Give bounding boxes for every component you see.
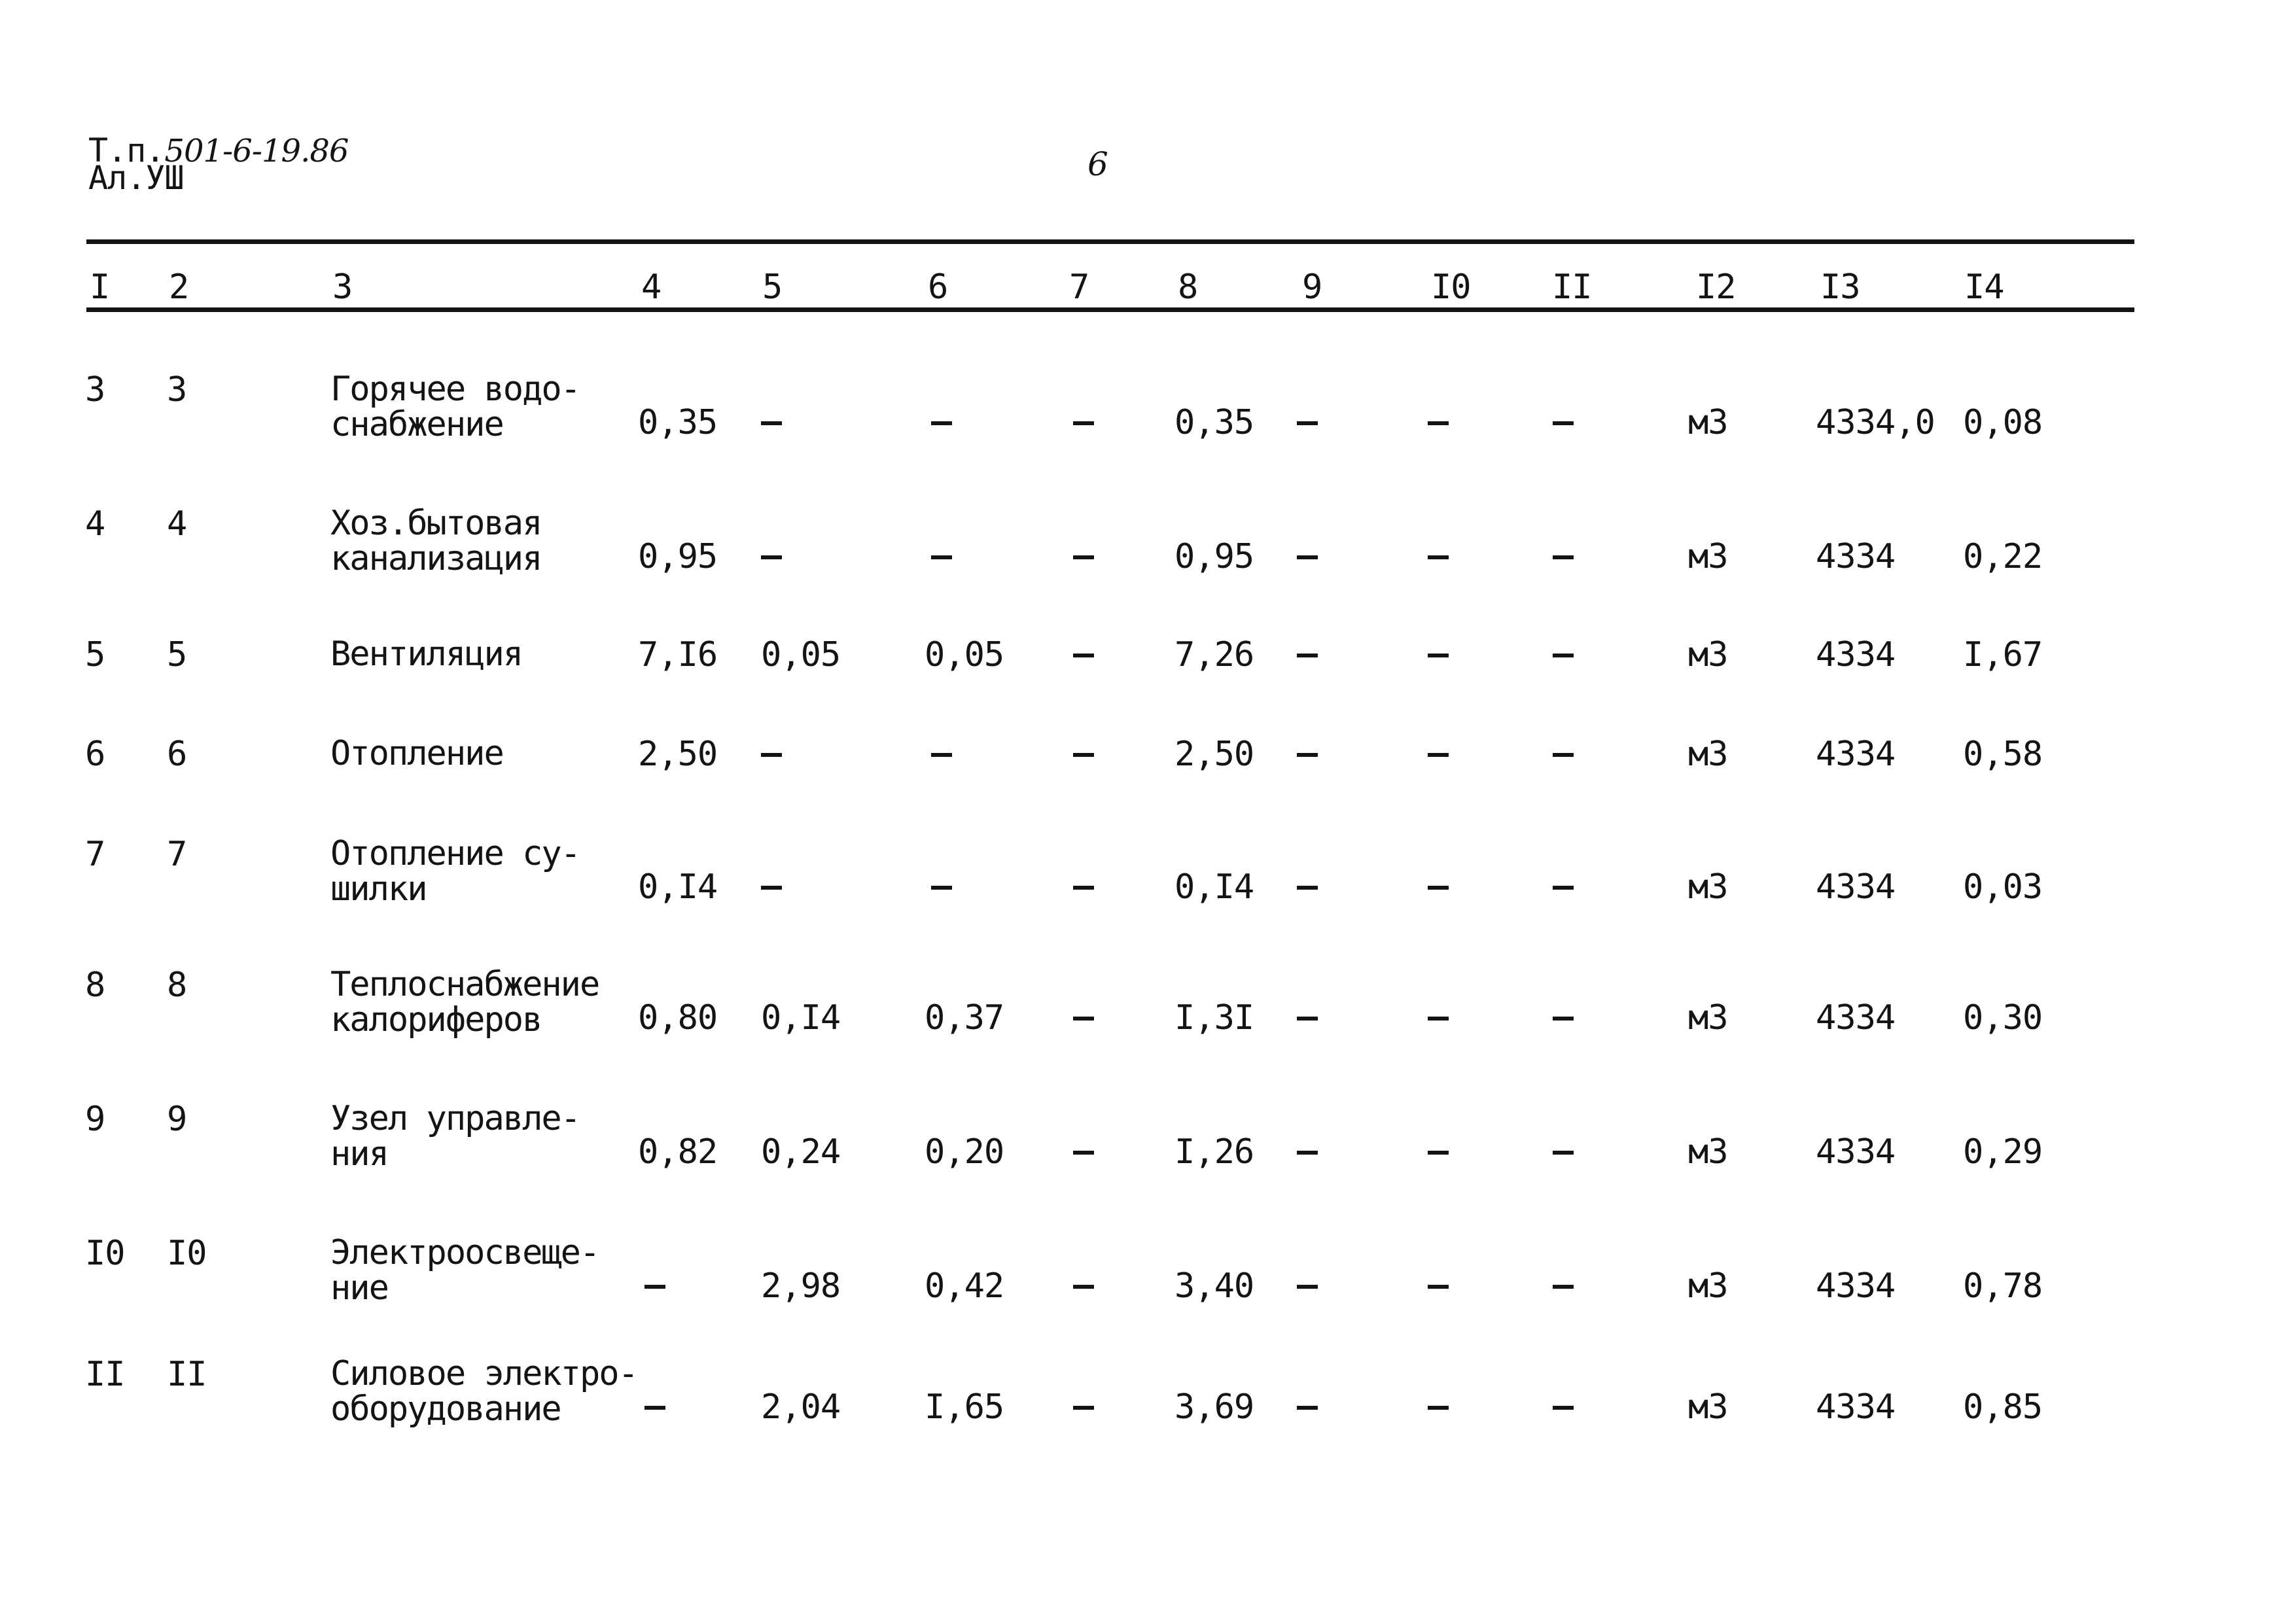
cell-c4: 0,95	[638, 537, 718, 576]
dash-mark	[1073, 1017, 1094, 1021]
item-name-line: Узел управле-	[330, 1099, 580, 1138]
item-name-line: Отопление	[330, 734, 503, 773]
item-name-line: шилки	[330, 869, 427, 909]
row-index: 3	[85, 370, 105, 410]
column-header-11: II	[1552, 268, 1592, 307]
row-position: 5	[167, 635, 187, 674]
dash-mark	[1073, 654, 1094, 657]
cell-c14: 0,58	[1963, 735, 2043, 774]
cell-c11-dash	[1553, 870, 1572, 904]
row-index: 7	[85, 835, 105, 874]
cell-c12: м3	[1688, 998, 1728, 1038]
row-index: 6	[85, 735, 105, 774]
column-header-7: 7	[1069, 268, 1089, 307]
item-name	[330, 506, 541, 576]
item-name-line: оборудование	[330, 1389, 561, 1429]
cell-c9-dash	[1297, 1001, 1316, 1035]
row-position: 4	[167, 504, 187, 544]
cell-c9-dash	[1297, 1135, 1316, 1169]
cell-c13: 4334	[1816, 735, 1896, 774]
dash-mark	[1428, 1406, 1449, 1410]
cell-c9-dash	[1297, 1269, 1316, 1303]
dash-mark	[1428, 654, 1449, 657]
dash-mark	[1073, 886, 1094, 890]
dash-mark	[1553, 753, 1574, 757]
cell-c9-dash	[1297, 540, 1316, 574]
cell-c6: I,65	[925, 1387, 1004, 1427]
row-position: I0	[167, 1234, 207, 1273]
cell-c8: 2,50	[1174, 735, 1254, 774]
cell-c4: 0,80	[638, 998, 718, 1038]
item-name-line: Горячее водо-	[330, 370, 580, 409]
cell-c11-dash	[1553, 406, 1572, 440]
cell-c14: I,67	[1963, 635, 2043, 674]
dash-mark	[1553, 1406, 1574, 1410]
cell-c11-dash	[1553, 638, 1572, 672]
dash-mark	[1297, 1285, 1318, 1289]
cell-c14: 0,22	[1963, 537, 2043, 576]
dash-mark	[1297, 421, 1318, 425]
cell-c7-dash	[1073, 870, 1093, 904]
cell-c13: 4334	[1816, 1132, 1896, 1172]
cell-c14: 0,30	[1963, 998, 2043, 1038]
project-code-number: 501-6-19.86	[164, 133, 349, 169]
document-reference	[88, 131, 349, 197]
cell-c5: 2,98	[761, 1266, 841, 1306]
cell-c5-dash	[761, 737, 781, 771]
cell-c10-dash	[1428, 737, 1447, 771]
cell-c6-dash	[931, 737, 951, 771]
cell-c12: м3	[1688, 537, 1728, 576]
page-number: 6	[1087, 145, 1108, 183]
dash-mark	[1073, 1406, 1094, 1410]
dash-mark	[1073, 753, 1094, 757]
item-name-line: ния	[330, 1134, 388, 1174]
cell-c13: 4334	[1816, 537, 1896, 576]
cell-c9-dash	[1297, 638, 1316, 672]
dash-mark	[645, 1406, 665, 1410]
dash-mark	[1073, 421, 1094, 425]
header-bottom-rule	[86, 307, 2134, 312]
item-name	[330, 836, 580, 907]
row-index: 4	[85, 504, 105, 544]
cell-c4: 0,I4	[638, 867, 718, 907]
cell-c10-dash	[1428, 540, 1447, 574]
dash-mark	[761, 753, 782, 757]
cell-c5-dash	[761, 540, 781, 574]
cell-c10-dash	[1428, 406, 1447, 440]
cell-c7-dash	[1073, 406, 1093, 440]
cell-c12: м3	[1688, 1266, 1728, 1306]
dash-mark	[1428, 1017, 1449, 1021]
item-name-line: Хоз.бытовая	[330, 504, 542, 543]
column-header-12: I2	[1696, 268, 1736, 307]
cell-c5: 0,I4	[761, 998, 841, 1038]
dash-mark	[1297, 555, 1318, 559]
item-name	[330, 372, 580, 442]
cell-c13: 4334	[1816, 867, 1896, 907]
column-header-8: 8	[1178, 268, 1198, 307]
dash-mark	[761, 886, 782, 890]
dash-mark	[931, 555, 952, 559]
item-name	[330, 1356, 637, 1427]
dash-mark	[1297, 753, 1318, 757]
cell-c13: 4334	[1816, 1266, 1896, 1306]
cell-c8: I,3I	[1174, 998, 1254, 1038]
item-name-line: Вентиляция	[330, 635, 523, 674]
cell-c13: 4334	[1816, 635, 1896, 674]
column-header-5: 5	[762, 268, 783, 307]
column-header-3: 3	[332, 268, 353, 307]
cell-c12: м3	[1688, 635, 1728, 674]
cell-c7-dash	[1073, 737, 1093, 771]
column-header-10: I0	[1431, 268, 1471, 307]
cell-c11-dash	[1553, 1001, 1572, 1035]
project-code-prefix: Т.п.	[88, 131, 165, 169]
album-number: Ал.УШ	[88, 159, 184, 197]
dash-mark	[1297, 1017, 1318, 1021]
cell-c8: 3,69	[1174, 1387, 1254, 1427]
cell-c5-dash	[761, 406, 781, 440]
dash-mark	[1428, 555, 1449, 559]
cell-c10-dash	[1428, 638, 1447, 672]
row-position: 3	[167, 370, 187, 410]
dash-mark	[1428, 1151, 1449, 1155]
cell-c14: 0,03	[1963, 867, 2043, 907]
cell-c5: 0,24	[761, 1132, 841, 1172]
cell-c9-dash	[1297, 406, 1316, 440]
dash-mark	[1428, 421, 1449, 425]
cell-c11-dash	[1553, 1135, 1572, 1169]
dash-mark	[1073, 1285, 1094, 1289]
row-position: 7	[167, 835, 187, 874]
dash-mark	[931, 753, 952, 757]
dash-mark	[1297, 1151, 1318, 1155]
cell-c11-dash	[1553, 1269, 1572, 1303]
row-position: 9	[167, 1100, 187, 1139]
column-header-4: 4	[641, 268, 662, 307]
cell-c7-dash	[1073, 638, 1093, 672]
cell-c7-dash	[1073, 1135, 1093, 1169]
row-index: I0	[85, 1234, 125, 1273]
row-index: 8	[85, 966, 105, 1005]
cell-c13: 4334	[1816, 1387, 1896, 1427]
dash-mark	[931, 421, 952, 425]
item-name-line: Отопление су-	[330, 834, 580, 873]
cell-c6-dash	[931, 406, 951, 440]
dash-mark	[1428, 753, 1449, 757]
cell-c12: м3	[1688, 403, 1728, 442]
cell-c10-dash	[1428, 1135, 1447, 1169]
item-name	[330, 736, 503, 771]
row-position: 6	[167, 735, 187, 774]
cell-c6-dash	[931, 870, 951, 904]
cell-c12: м3	[1688, 1132, 1728, 1172]
cell-c8: 0,I4	[1174, 867, 1254, 907]
dash-mark	[761, 421, 782, 425]
cell-c4-dash	[645, 1269, 664, 1303]
cell-c14: 0,78	[1963, 1266, 2043, 1306]
cell-c14: 0,85	[1963, 1387, 2043, 1427]
dash-mark	[1428, 1285, 1449, 1289]
dash-mark	[761, 555, 782, 559]
item-name-line: ние	[330, 1268, 388, 1308]
item-name-line: Теплоснабжение	[330, 965, 599, 1004]
dash-mark	[931, 886, 952, 890]
cell-c11-dash	[1553, 1390, 1572, 1424]
dash-mark	[1297, 886, 1318, 890]
row-index: 5	[85, 635, 105, 674]
item-name-line: снабжение	[330, 405, 503, 444]
cell-c6: 0,37	[925, 998, 1004, 1038]
column-header-6: 6	[928, 268, 948, 307]
cell-c11-dash	[1553, 737, 1572, 771]
cell-c13: 4334,0	[1816, 403, 1935, 442]
cell-c12: м3	[1688, 735, 1728, 774]
cell-c6: 0,05	[925, 635, 1004, 674]
cell-c10-dash	[1428, 1001, 1447, 1035]
cell-c5-dash	[761, 870, 781, 904]
cell-c8: 7,26	[1174, 635, 1254, 674]
cell-c14: 0,08	[1963, 403, 2043, 442]
cell-c8: 0,95	[1174, 537, 1254, 576]
item-name-line: Электроосвеще-	[330, 1233, 599, 1272]
dash-mark	[1553, 1017, 1574, 1021]
table-top-rule	[86, 239, 2134, 244]
cell-c4: 0,35	[638, 403, 718, 442]
cell-c10-dash	[1428, 870, 1447, 904]
column-header-2: 2	[169, 268, 189, 307]
dash-mark	[645, 1285, 665, 1289]
column-header-14: I4	[1964, 268, 2004, 307]
row-index: 9	[85, 1100, 105, 1139]
cell-c5: 0,05	[761, 635, 841, 674]
column-header-13: I3	[1820, 268, 1860, 307]
column-header-1: I	[90, 268, 110, 307]
cell-c13: 4334	[1816, 998, 1896, 1038]
dash-mark	[1553, 1151, 1574, 1155]
dash-mark	[1073, 1151, 1094, 1155]
row-position: II	[167, 1355, 207, 1394]
cell-c5: 2,04	[761, 1387, 841, 1427]
cell-c7-dash	[1073, 1390, 1093, 1424]
cell-c12: м3	[1688, 1387, 1728, 1427]
cell-c7-dash	[1073, 1001, 1093, 1035]
dash-mark	[1073, 555, 1094, 559]
cell-c7-dash	[1073, 540, 1093, 574]
cell-c4: 0,82	[638, 1132, 718, 1172]
dash-mark	[1553, 886, 1574, 890]
cell-c11-dash	[1553, 540, 1572, 574]
row-position: 8	[167, 966, 187, 1005]
item-name-line: канализация	[330, 539, 542, 578]
item-name-line: калориферов	[330, 1000, 542, 1039]
cell-c6-dash	[931, 540, 951, 574]
cell-c8: I,26	[1174, 1132, 1254, 1172]
dash-mark	[1297, 1406, 1318, 1410]
cell-c7-dash	[1073, 1269, 1093, 1303]
cell-c12: м3	[1688, 867, 1728, 907]
cell-c4: 2,50	[638, 735, 718, 774]
dash-mark	[1553, 1285, 1574, 1289]
row-index: II	[85, 1355, 125, 1394]
cell-c9-dash	[1297, 870, 1316, 904]
cell-c6: 0,20	[925, 1132, 1004, 1172]
cell-c4: 7,I6	[638, 635, 718, 674]
dash-mark	[1553, 555, 1574, 559]
item-name	[330, 1101, 580, 1172]
item-name-line: Силовое электро-	[330, 1354, 637, 1393]
cell-c8: 0,35	[1174, 403, 1254, 442]
dash-mark	[1553, 654, 1574, 657]
cell-c10-dash	[1428, 1390, 1447, 1424]
cell-c10-dash	[1428, 1269, 1447, 1303]
dash-mark	[1428, 886, 1449, 890]
item-name	[330, 967, 599, 1038]
cell-c6: 0,42	[925, 1266, 1004, 1306]
cell-c4-dash	[645, 1390, 664, 1424]
column-header-9: 9	[1302, 268, 1322, 307]
item-name	[330, 1235, 599, 1306]
cell-c9-dash	[1297, 737, 1316, 771]
item-name	[330, 637, 522, 672]
cell-c8: 3,40	[1174, 1266, 1254, 1306]
cell-c14: 0,29	[1963, 1132, 2043, 1172]
dash-mark	[1297, 654, 1318, 657]
dash-mark	[1553, 421, 1574, 425]
cell-c9-dash	[1297, 1390, 1316, 1424]
